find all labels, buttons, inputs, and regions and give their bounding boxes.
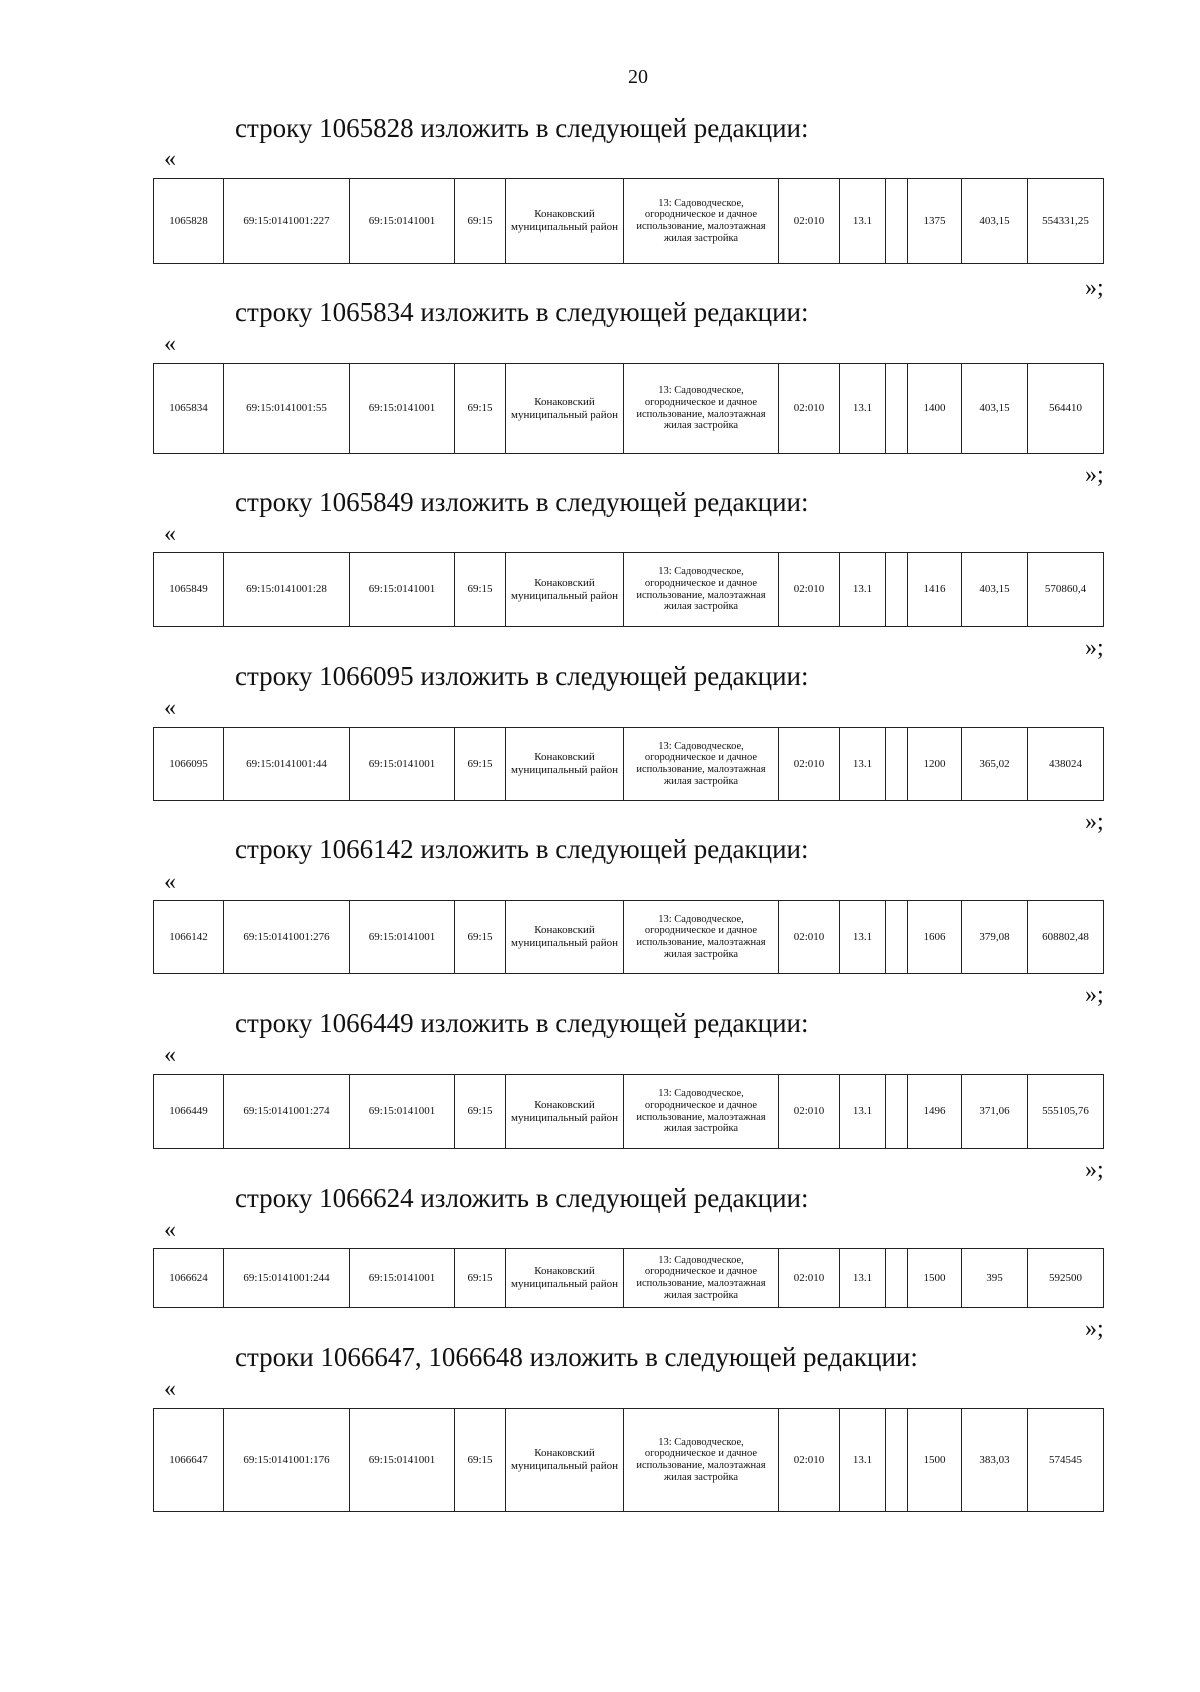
- closing-quote: »;: [1085, 275, 1104, 301]
- table-row: [154, 901, 1104, 974]
- opening-quote: «: [164, 146, 176, 172]
- cadastral-number-cell: 69:15:0141001:274: [224, 1075, 350, 1149]
- page-number: 20: [628, 66, 648, 88]
- section-heading: строку 1065828 изложить в следующей редакции:: [235, 113, 809, 143]
- table-row: [154, 553, 1104, 627]
- group-code-cell: 02:010: [779, 553, 840, 627]
- municipality-cell: Конаковский муниципальный район: [506, 901, 624, 974]
- area-cell: 1375: [908, 179, 962, 264]
- subgroup-cell: 13.1: [840, 364, 886, 454]
- specific-value-cell: 371,06: [962, 1075, 1028, 1149]
- row-number-cell: 1065834: [154, 364, 224, 454]
- cadastral-number-cell: 69:15:0141001:276: [224, 901, 350, 974]
- row-number-cell: 1065849: [154, 553, 224, 627]
- opening-quote: «: [164, 869, 176, 895]
- cadastral-value-cell: 438024: [1028, 728, 1104, 801]
- opening-quote: «: [164, 521, 176, 547]
- closing-quote: »;: [1085, 809, 1104, 835]
- municipality-cell: Конаковский муниципальный район: [506, 1249, 624, 1308]
- municipality-cell: Конаковский муниципальный район: [506, 1075, 624, 1149]
- row-number-cell: 1066449: [154, 1075, 224, 1149]
- subgroup-cell: 13.1: [840, 728, 886, 801]
- empty-cell: [886, 728, 908, 801]
- cadastral-number-cell: 69:15:0141001:176: [224, 1409, 350, 1512]
- municipality-cell: Конаковский муниципальный район: [506, 364, 624, 454]
- land-use-cell: 13: Садоводческое, огородническое и дачное использование, малоэтажная жилая застройка: [624, 901, 779, 974]
- municipality-cell: Конаковский муниципальный район: [506, 728, 624, 801]
- municipality-cell: Конаковский муниципальный район: [506, 179, 624, 264]
- subgroup-cell: 13.1: [840, 901, 886, 974]
- area-cell: 1500: [908, 1249, 962, 1308]
- empty-cell: [886, 1409, 908, 1512]
- opening-quote: «: [164, 695, 176, 721]
- land-use-cell: 13: Садоводческое, огородническое и дачное использование, малоэтажная жилая застройка: [624, 553, 779, 627]
- table-row: [154, 728, 1104, 801]
- land-use-cell: 13: Садоводческое, огородническое и дачное использование, малоэтажная жилая застройка: [624, 1409, 779, 1512]
- district-code-cell: 69:15: [455, 179, 506, 264]
- cadastral-value-cell: 574545: [1028, 1409, 1104, 1512]
- row-number-cell: 1066647: [154, 1409, 224, 1512]
- area-cell: 1496: [908, 1075, 962, 1149]
- specific-value-cell: 403,15: [962, 364, 1028, 454]
- cadastral-value-cell: 564410: [1028, 364, 1104, 454]
- district-code-cell: 69:15: [455, 553, 506, 627]
- empty-cell: [886, 553, 908, 627]
- row-number-cell: 1066095: [154, 728, 224, 801]
- area-cell: 1606: [908, 901, 962, 974]
- district-code-cell: 69:15: [455, 364, 506, 454]
- cadastral-quarter-cell: 69:15:0141001: [350, 901, 455, 974]
- cadastral-quarter-cell: 69:15:0141001: [350, 1409, 455, 1512]
- area-cell: 1500: [908, 1409, 962, 1512]
- cadastral-quarter-cell: 69:15:0141001: [350, 1075, 455, 1149]
- group-code-cell: 02:010: [779, 1075, 840, 1149]
- opening-quote: «: [164, 1376, 176, 1402]
- specific-value-cell: 403,15: [962, 553, 1028, 627]
- cadastral-quarter-cell: 69:15:0141001: [350, 1249, 455, 1308]
- specific-value-cell: 365,02: [962, 728, 1028, 801]
- record-table: [153, 1248, 1104, 1308]
- cadastral-number-cell: 69:15:0141001:244: [224, 1249, 350, 1308]
- record-table: [153, 900, 1104, 974]
- opening-quote: «: [164, 1217, 176, 1243]
- cadastral-number-cell: 69:15:0141001:55: [224, 364, 350, 454]
- section-heading: строку 1066095 изложить в следующей редакции:: [235, 661, 809, 691]
- table-row: [154, 364, 1104, 454]
- closing-quote: »;: [1085, 1157, 1104, 1183]
- table-row: [154, 1075, 1104, 1149]
- group-code-cell: 02:010: [779, 1249, 840, 1308]
- district-code-cell: 69:15: [455, 901, 506, 974]
- table-row: [154, 1409, 1104, 1512]
- land-use-cell: 13: Садоводческое, огородническое и дачное использование, малоэтажная жилая застройка: [624, 1249, 779, 1308]
- section-heading: строку 1066449 изложить в следующей редакции:: [235, 1008, 809, 1038]
- cadastral-quarter-cell: 69:15:0141001: [350, 364, 455, 454]
- land-use-cell: 13: Садоводческое, огородническое и дачное использование, малоэтажная жилая застройка: [624, 728, 779, 801]
- empty-cell: [886, 179, 908, 264]
- municipality-cell: Конаковский муниципальный район: [506, 553, 624, 627]
- empty-cell: [886, 1249, 908, 1308]
- land-use-cell: 13: Садоводческое, огородническое и дачное использование, малоэтажная жилая застройка: [624, 364, 779, 454]
- section-heading: строку 1065834 изложить в следующей редакции:: [235, 297, 809, 327]
- empty-cell: [886, 901, 908, 974]
- table-row: [154, 179, 1104, 264]
- closing-quote: »;: [1085, 462, 1104, 488]
- empty-cell: [886, 364, 908, 454]
- section-heading: строку 1066142 изложить в следующей редакции:: [235, 834, 809, 864]
- group-code-cell: 02:010: [779, 901, 840, 974]
- specific-value-cell: 395: [962, 1249, 1028, 1308]
- subgroup-cell: 13.1: [840, 1249, 886, 1308]
- district-code-cell: 69:15: [455, 728, 506, 801]
- cadastral-value-cell: 570860,4: [1028, 553, 1104, 627]
- subgroup-cell: 13.1: [840, 1075, 886, 1149]
- closing-quote: »;: [1085, 635, 1104, 661]
- specific-value-cell: 403,15: [962, 179, 1028, 264]
- area-cell: 1416: [908, 553, 962, 627]
- district-code-cell: 69:15: [455, 1075, 506, 1149]
- cadastral-quarter-cell: 69:15:0141001: [350, 179, 455, 264]
- table-row: [154, 1249, 1104, 1308]
- opening-quote: «: [164, 331, 176, 357]
- subgroup-cell: 13.1: [840, 1409, 886, 1512]
- group-code-cell: 02:010: [779, 1409, 840, 1512]
- section-heading: строку 1065849 изложить в следующей редакции:: [235, 487, 809, 517]
- cadastral-value-cell: 555105,76: [1028, 1075, 1104, 1149]
- cadastral-value-cell: 608802,48: [1028, 901, 1104, 974]
- group-code-cell: 02:010: [779, 728, 840, 801]
- section-heading: строку 1066624 изложить в следующей редакции:: [235, 1183, 809, 1213]
- row-number-cell: 1066624: [154, 1249, 224, 1308]
- record-table: [153, 178, 1104, 264]
- district-code-cell: 69:15: [455, 1409, 506, 1512]
- empty-cell: [886, 1075, 908, 1149]
- cadastral-value-cell: 592500: [1028, 1249, 1104, 1308]
- record-table: [153, 552, 1104, 627]
- row-number-cell: 1066142: [154, 901, 224, 974]
- closing-quote: »;: [1085, 982, 1104, 1008]
- closing-quote: »;: [1085, 1316, 1104, 1342]
- area-cell: 1400: [908, 364, 962, 454]
- cadastral-number-cell: 69:15:0141001:44: [224, 728, 350, 801]
- row-number-cell: 1065828: [154, 179, 224, 264]
- record-table: [153, 1074, 1104, 1149]
- record-table: [153, 727, 1104, 801]
- cadastral-number-cell: 69:15:0141001:227: [224, 179, 350, 264]
- subgroup-cell: 13.1: [840, 553, 886, 627]
- municipality-cell: Конаковский муниципальный район: [506, 1409, 624, 1512]
- cadastral-quarter-cell: 69:15:0141001: [350, 553, 455, 627]
- cadastral-quarter-cell: 69:15:0141001: [350, 728, 455, 801]
- land-use-cell: 13: Садоводческое, огородническое и дачное использование, малоэтажная жилая застройка: [624, 1075, 779, 1149]
- group-code-cell: 02:010: [779, 364, 840, 454]
- specific-value-cell: 383,03: [962, 1409, 1028, 1512]
- group-code-cell: 02:010: [779, 179, 840, 264]
- opening-quote: «: [164, 1042, 176, 1068]
- specific-value-cell: 379,08: [962, 901, 1028, 974]
- area-cell: 1200: [908, 728, 962, 801]
- subgroup-cell: 13.1: [840, 179, 886, 264]
- district-code-cell: 69:15: [455, 1249, 506, 1308]
- land-use-cell: 13: Садоводческое, огородническое и дачное использование, малоэтажная жилая застройка: [624, 179, 779, 264]
- record-table: [153, 363, 1104, 454]
- record-table: [153, 1408, 1104, 1512]
- cadastral-number-cell: 69:15:0141001:28: [224, 553, 350, 627]
- cadastral-value-cell: 554331,25: [1028, 179, 1104, 264]
- section-heading: строки 1066647, 1066648 изложить в следующей редакции:: [235, 1342, 918, 1372]
